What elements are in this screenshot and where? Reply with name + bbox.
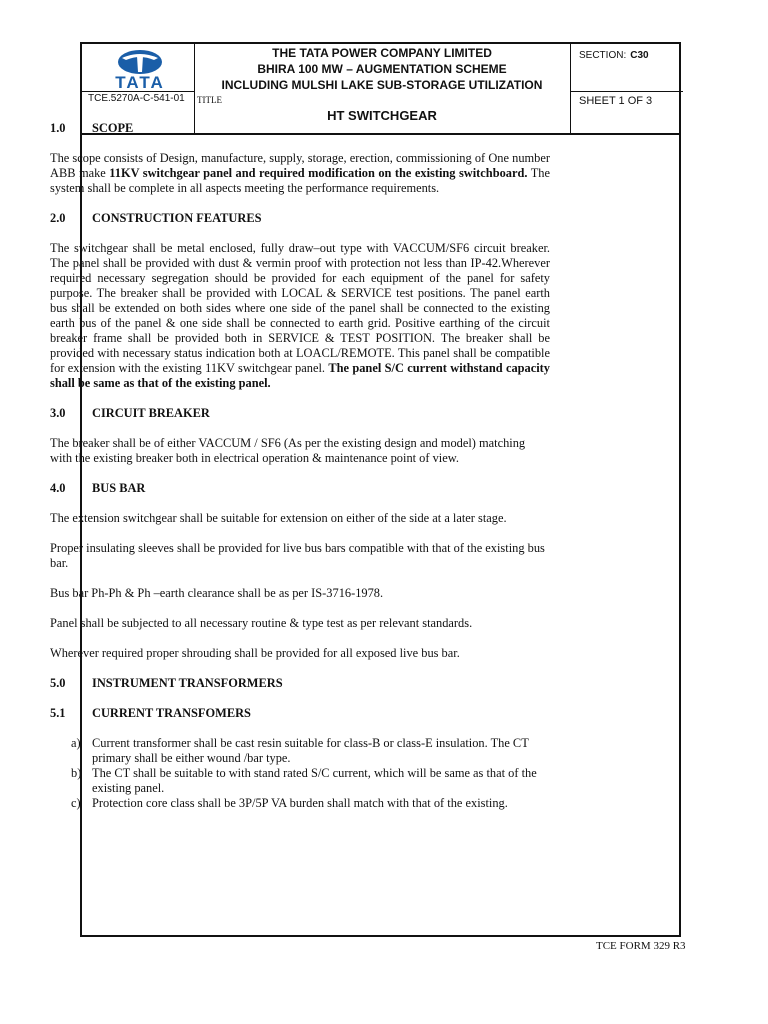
tata-logo [98,48,182,90]
section-title: SCOPE [92,121,134,135]
paragraph: Wherever required proper shrouding shall be provided for all exposed live bus bar. [50,646,460,660]
company-name: THE TATA POWER COMPANY LIMITED [272,46,492,60]
list-item [71,766,550,796]
paragraph: Panel shall be subjected to all necessary routine & type test as per relevant standards. [50,616,473,630]
section-number: 3.0 [50,406,66,420]
section-number: 4.0 [50,481,66,495]
paragraph: The breaker shall be of either VACCUM / SF6 (As per the existing design and model) matching with the existing breaker both in electrical operation & maintenance point of view. [50,436,526,465]
section-title: CURRENT TRANSFOMERS [92,706,251,720]
title-label: TITLE [197,95,222,105]
list-item [71,796,550,811]
company-title-block [194,45,570,93]
project-subtitle: INCLUDING MULSHI LAKE SUB-STORAGE UTILIZATION [221,78,543,92]
section-field [579,50,649,61]
list-item-text: Protection core class shall be 3P/5P VA burden shall match with that of the existing. [92,796,508,810]
section-title: BUS BAR [92,481,146,495]
document-body [50,121,550,811]
paragraph: The extension switchgear shall be suitable for extension on either of the side at a later stage. [50,511,507,525]
project-name: BHIRA 100 MW – AUGMENTATION SCHEME [257,62,507,76]
text-run: The scope consists of Design, manufacture, supply, storage, erection, commissioning of One number ABB make [50,151,550,180]
section-number: 2.0 [50,211,66,225]
list-item [71,736,550,766]
section-title: INSTRUMENT TRANSFORMERS [92,676,283,690]
section-number: 5.1 [50,706,66,720]
list-item-text: Current transformer shall be cast resin suitable for class-B or class-E insulation. The CT primary shall be either wound /bar type. [92,736,529,765]
paragraph [50,151,550,196]
bold-text-run: The panel S/C current withstand capacity shall be same as that of the existing panel. [50,361,551,390]
form-number: TCE FORM 329 R3 [596,940,686,952]
divider [82,91,194,92]
section-label: SECTION: [579,50,627,61]
section-number: 1.0 [50,121,66,135]
logo-wordmark: TATA [115,73,165,90]
sheet-number: SHEET 1 OF 3 [579,95,653,107]
section-title: CONSTRUCTION FEATURES [92,211,262,225]
section-heading [50,211,550,226]
text-run: The system shall be complete in all aspects meeting the performance requirements. [50,166,550,195]
document-title: HT SWITCHGEAR [327,108,437,123]
list-marker: a) [71,736,81,750]
document-number: TCE.5270A-C-541-01 [88,93,185,104]
paragraph [50,241,550,391]
paragraph: Proper insulating sleeves shall be provided for live bus bars compatible with that of the existing bus bar. [50,541,545,570]
section-value: C30 [630,50,649,61]
divider [570,91,683,92]
text-run: The switchgear shall be metal enclosed, fully draw–out type with VACCUM/SF6 circuit breaker. The panel shall be provided with dust & vermin proof with protection not less than IP-42.Wherever required necessary segregation should be provided for each equipment of the panel for safety purpose. The breaker shall be provided with LOCAL & SERVICE test positions. The panel earth bus shall be extended on both sides where one side of the panel shall be connected to the existing earth bus of the panel & one side shall be connected to earth grid. Positive earthing of the circuit breaker frame shall be provided both in SERVICE & TEST POSITION. The breaker shall be provided with necessary status indication both at LOACL/REMOTE. This panel shall be compatible for extension with the existing 11KV switchgear panel. [50,241,550,375]
section-heading [50,481,550,496]
section-heading [50,406,550,421]
paragraph: Bus bar Ph-Ph & Ph –earth clearance shall be as per IS-3716-1978. [50,586,384,600]
list-item-text: The CT shall be suitable to with stand rated S/C current, which will be same as that of the existing panel. [92,766,537,795]
section-title: CIRCUIT BREAKER [92,406,210,420]
bold-text-run: 11KV switchgear panel and required modification on the existing switchboard. [109,166,528,180]
ct-requirements-list [50,736,550,811]
section-number: 5.0 [50,676,66,690]
list-marker: b) [71,766,82,780]
subsection-heading [50,706,550,721]
divider [570,44,571,135]
section-heading [50,121,550,136]
section-heading [50,676,550,691]
list-marker: c) [71,796,81,810]
